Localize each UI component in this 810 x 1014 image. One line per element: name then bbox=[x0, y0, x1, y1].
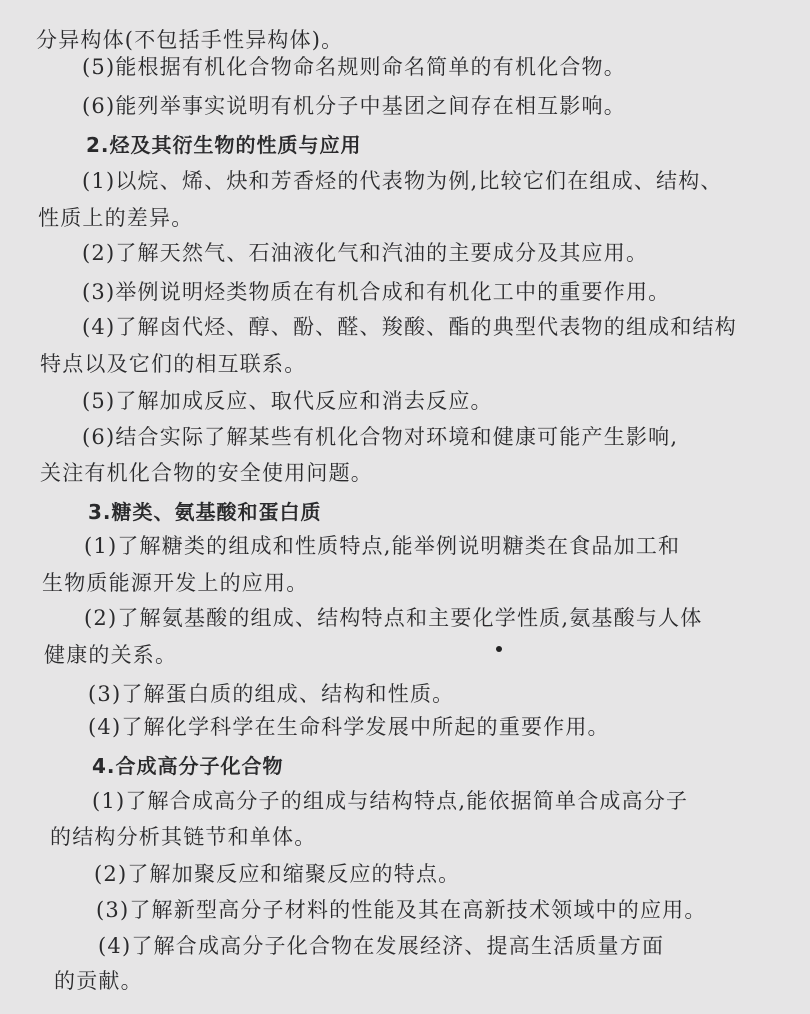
list-item: (4)了解合成高分子化合物在发展经济、提高生活质量方面 bbox=[98, 934, 665, 958]
text-line: 生物质能源开发上的应用。 bbox=[42, 571, 309, 595]
list-item: (2)了解加聚反应和缩聚反应的特点。 bbox=[94, 862, 461, 886]
text-line: 关注有机化合物的安全使用问题。 bbox=[40, 461, 373, 485]
text-line: 特点以及它们的相互联系。 bbox=[40, 352, 307, 376]
ink-speck bbox=[496, 646, 502, 652]
list-item: (2)了解天然气、石油液化气和汽油的主要成分及其应用。 bbox=[82, 241, 649, 265]
list-item: (5)了解加成反应、取代反应和消去反应。 bbox=[82, 389, 493, 413]
list-item: (5)能根据有机化合物命名规则命名简单的有机化合物。 bbox=[82, 55, 626, 79]
text-line: 的贡献。 bbox=[54, 969, 143, 993]
list-item: (1)了解糖类的组成和性质特点,能举例说明糖类在食品加工和 bbox=[84, 534, 681, 558]
list-item: (3)了解新型高分子材料的性能及其在高新技术领域中的应用。 bbox=[96, 898, 707, 922]
list-item: (4)了解化学科学在生命科学发展中所起的重要作用。 bbox=[88, 715, 610, 739]
section-heading: 3.糖类、氨基酸和蛋白质 bbox=[88, 500, 322, 524]
list-item: (4)了解卤代烃、醇、酚、醛、羧酸、酯的典型代表物的组成和结构 bbox=[82, 315, 737, 339]
text-line: 分异构体(不包括手性异构体)。 bbox=[36, 28, 344, 52]
list-item: (6)能列举事实说明有机分子中基团之间存在相互影响。 bbox=[82, 94, 626, 118]
list-item: (1)了解合成高分子的组成与结构特点,能依据简单合成高分子 bbox=[92, 789, 689, 813]
list-item: (3)举例说明烃类物质在有机合成和有机化工中的重要作用。 bbox=[82, 280, 671, 304]
section-heading: 2.烃及其衍生物的性质与应用 bbox=[86, 133, 362, 157]
list-item: (2)了解氨基酸的组成、结构特点和主要化学性质,氨基酸与人体 bbox=[84, 606, 703, 630]
text-line: 健康的关系。 bbox=[44, 643, 178, 667]
text-line: 性质上的差异。 bbox=[38, 206, 194, 230]
list-item: (3)了解蛋白质的组成、结构和性质。 bbox=[88, 682, 455, 706]
text-line: 的结构分析其链节和单体。 bbox=[50, 825, 317, 849]
list-item: (1)以烷、烯、炔和芳香烃的代表物为例,比较它们在组成、结构、 bbox=[82, 169, 723, 193]
list-item: (6)结合实际了解某些有机化合物对环境和健康可能产生影响, bbox=[82, 425, 679, 449]
section-heading: 4.合成高分子化合物 bbox=[92, 754, 284, 778]
